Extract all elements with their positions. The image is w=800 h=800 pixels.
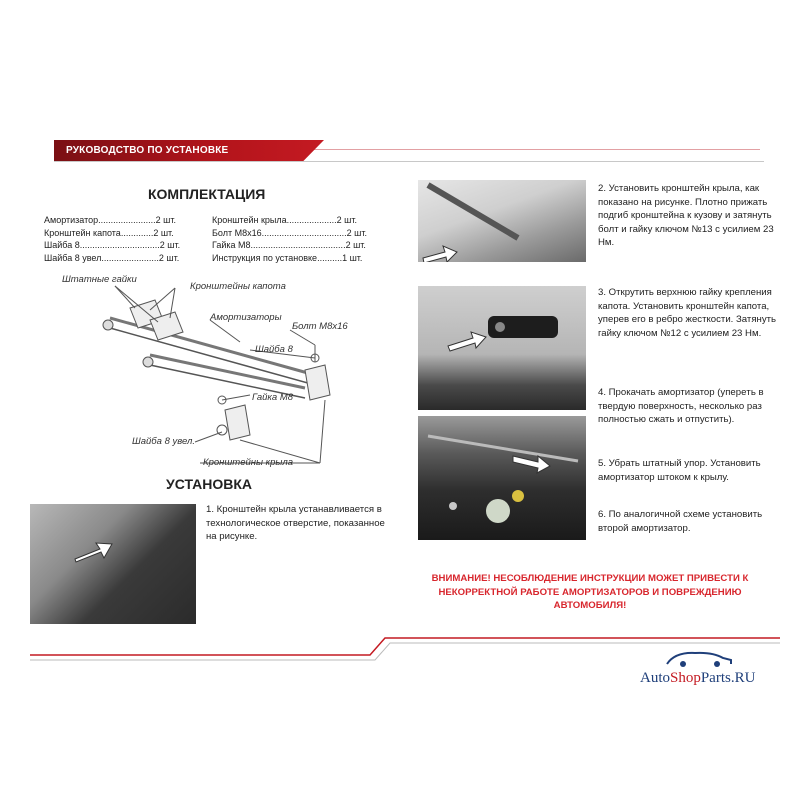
photo-step4 [418, 416, 586, 540]
kit-item: Шайба 8 увел.......................2 шт. [44, 252, 180, 263]
step-2-text: 2. Установить кронштейн крыла, как показано на рисунке. Плотно прижать подгиб кронштейна к кузову и затянуть болт и гайку ключом №13 с усилием 23 Нм. [598, 183, 774, 248]
label-nut: Гайка М8 [252, 392, 294, 403]
step-6-text: 6. По аналогичной схеме установить второй амортизатор. [598, 509, 763, 534]
parts-diagram [40, 270, 380, 480]
kit-item: Кронштейн крыла....................2 шт. [212, 215, 357, 225]
step-4-text: 4. Прокачать амортизатор (уперeть в твердую поверхность, несколько раз полностью сжать и отпустить). [598, 387, 764, 425]
step-5-text: 5. Убрать штатный упор. Установить амортизатор штоком к крылу. [598, 458, 761, 483]
logo-part-auto: Auto [640, 670, 670, 686]
photo-step3 [418, 286, 586, 410]
header-divider [54, 161, 764, 162]
photo-step2 [418, 180, 586, 262]
kit-item: Амортизатор.......................2 шт. [44, 215, 176, 225]
label-fender-brackets: Кронштейны крыла [203, 457, 294, 468]
kit-right-list [212, 214, 377, 264]
warning-text: ВНИМАНИЕ! НЕСОБЛЮДЕНИЕ ИНСТРУКЦИИ МОЖЕТ ПРИВЕСТИ К НЕКОРРЕКТНОЙ РАБОТЕ АМОРТИЗАТОРОВ И ПОВРЕЖДЕНИЮ АВТОМОБИЛЯ! [431, 573, 749, 611]
kit-title: КОМПЛЕКТАЦИЯ [148, 186, 266, 202]
kit-left-list [44, 214, 194, 264]
logo-part-shop: Shop [670, 670, 701, 686]
label-washer-large: Шайба 8 увел. [132, 436, 195, 447]
install-title: УСТАНОВКА [166, 476, 253, 492]
kit-item: Гайка М8......................................2 шт. [212, 240, 366, 250]
photo-step1 [30, 504, 196, 624]
label-washer: Шайба 8 [255, 344, 293, 355]
logo-part-parts: Parts.RU [700, 670, 756, 686]
page-title: РУКОВОДСТВО ПО УСТАНОВКЕ [66, 145, 229, 156]
step-1-text: 1. Кронштейн крыла устанавливается в технологическое отверстие, показанное на рисунке. [206, 504, 385, 542]
step-3-text: 3. Открутить верхнюю гайку крепления капота. Установить кронштейн капота, уперев его в ребро жесткости. Затянуть гайку ключом №12 с усилием 23 Нм. [598, 287, 777, 339]
kit-item: Инструкция по установке..........1 шт. [212, 252, 363, 263]
label-shocks: Амортизаторы [210, 312, 282, 323]
label-bolt: Болт М8х16 [292, 321, 348, 332]
kit-item: Болт М8х16..................................2 шт. [212, 227, 367, 238]
kit-item: Кронштейн капота.............2 шт. [44, 227, 174, 238]
label-hood-brackets: Кронштейны капота [190, 281, 286, 292]
header-accent-line [300, 149, 760, 150]
kit-item: Шайба 8................................2 шт. [44, 240, 181, 250]
label-stock-nuts: Штатные гайки [62, 274, 137, 285]
brand-logo[interactable] [640, 670, 755, 687]
car-logo-icon [665, 648, 735, 668]
